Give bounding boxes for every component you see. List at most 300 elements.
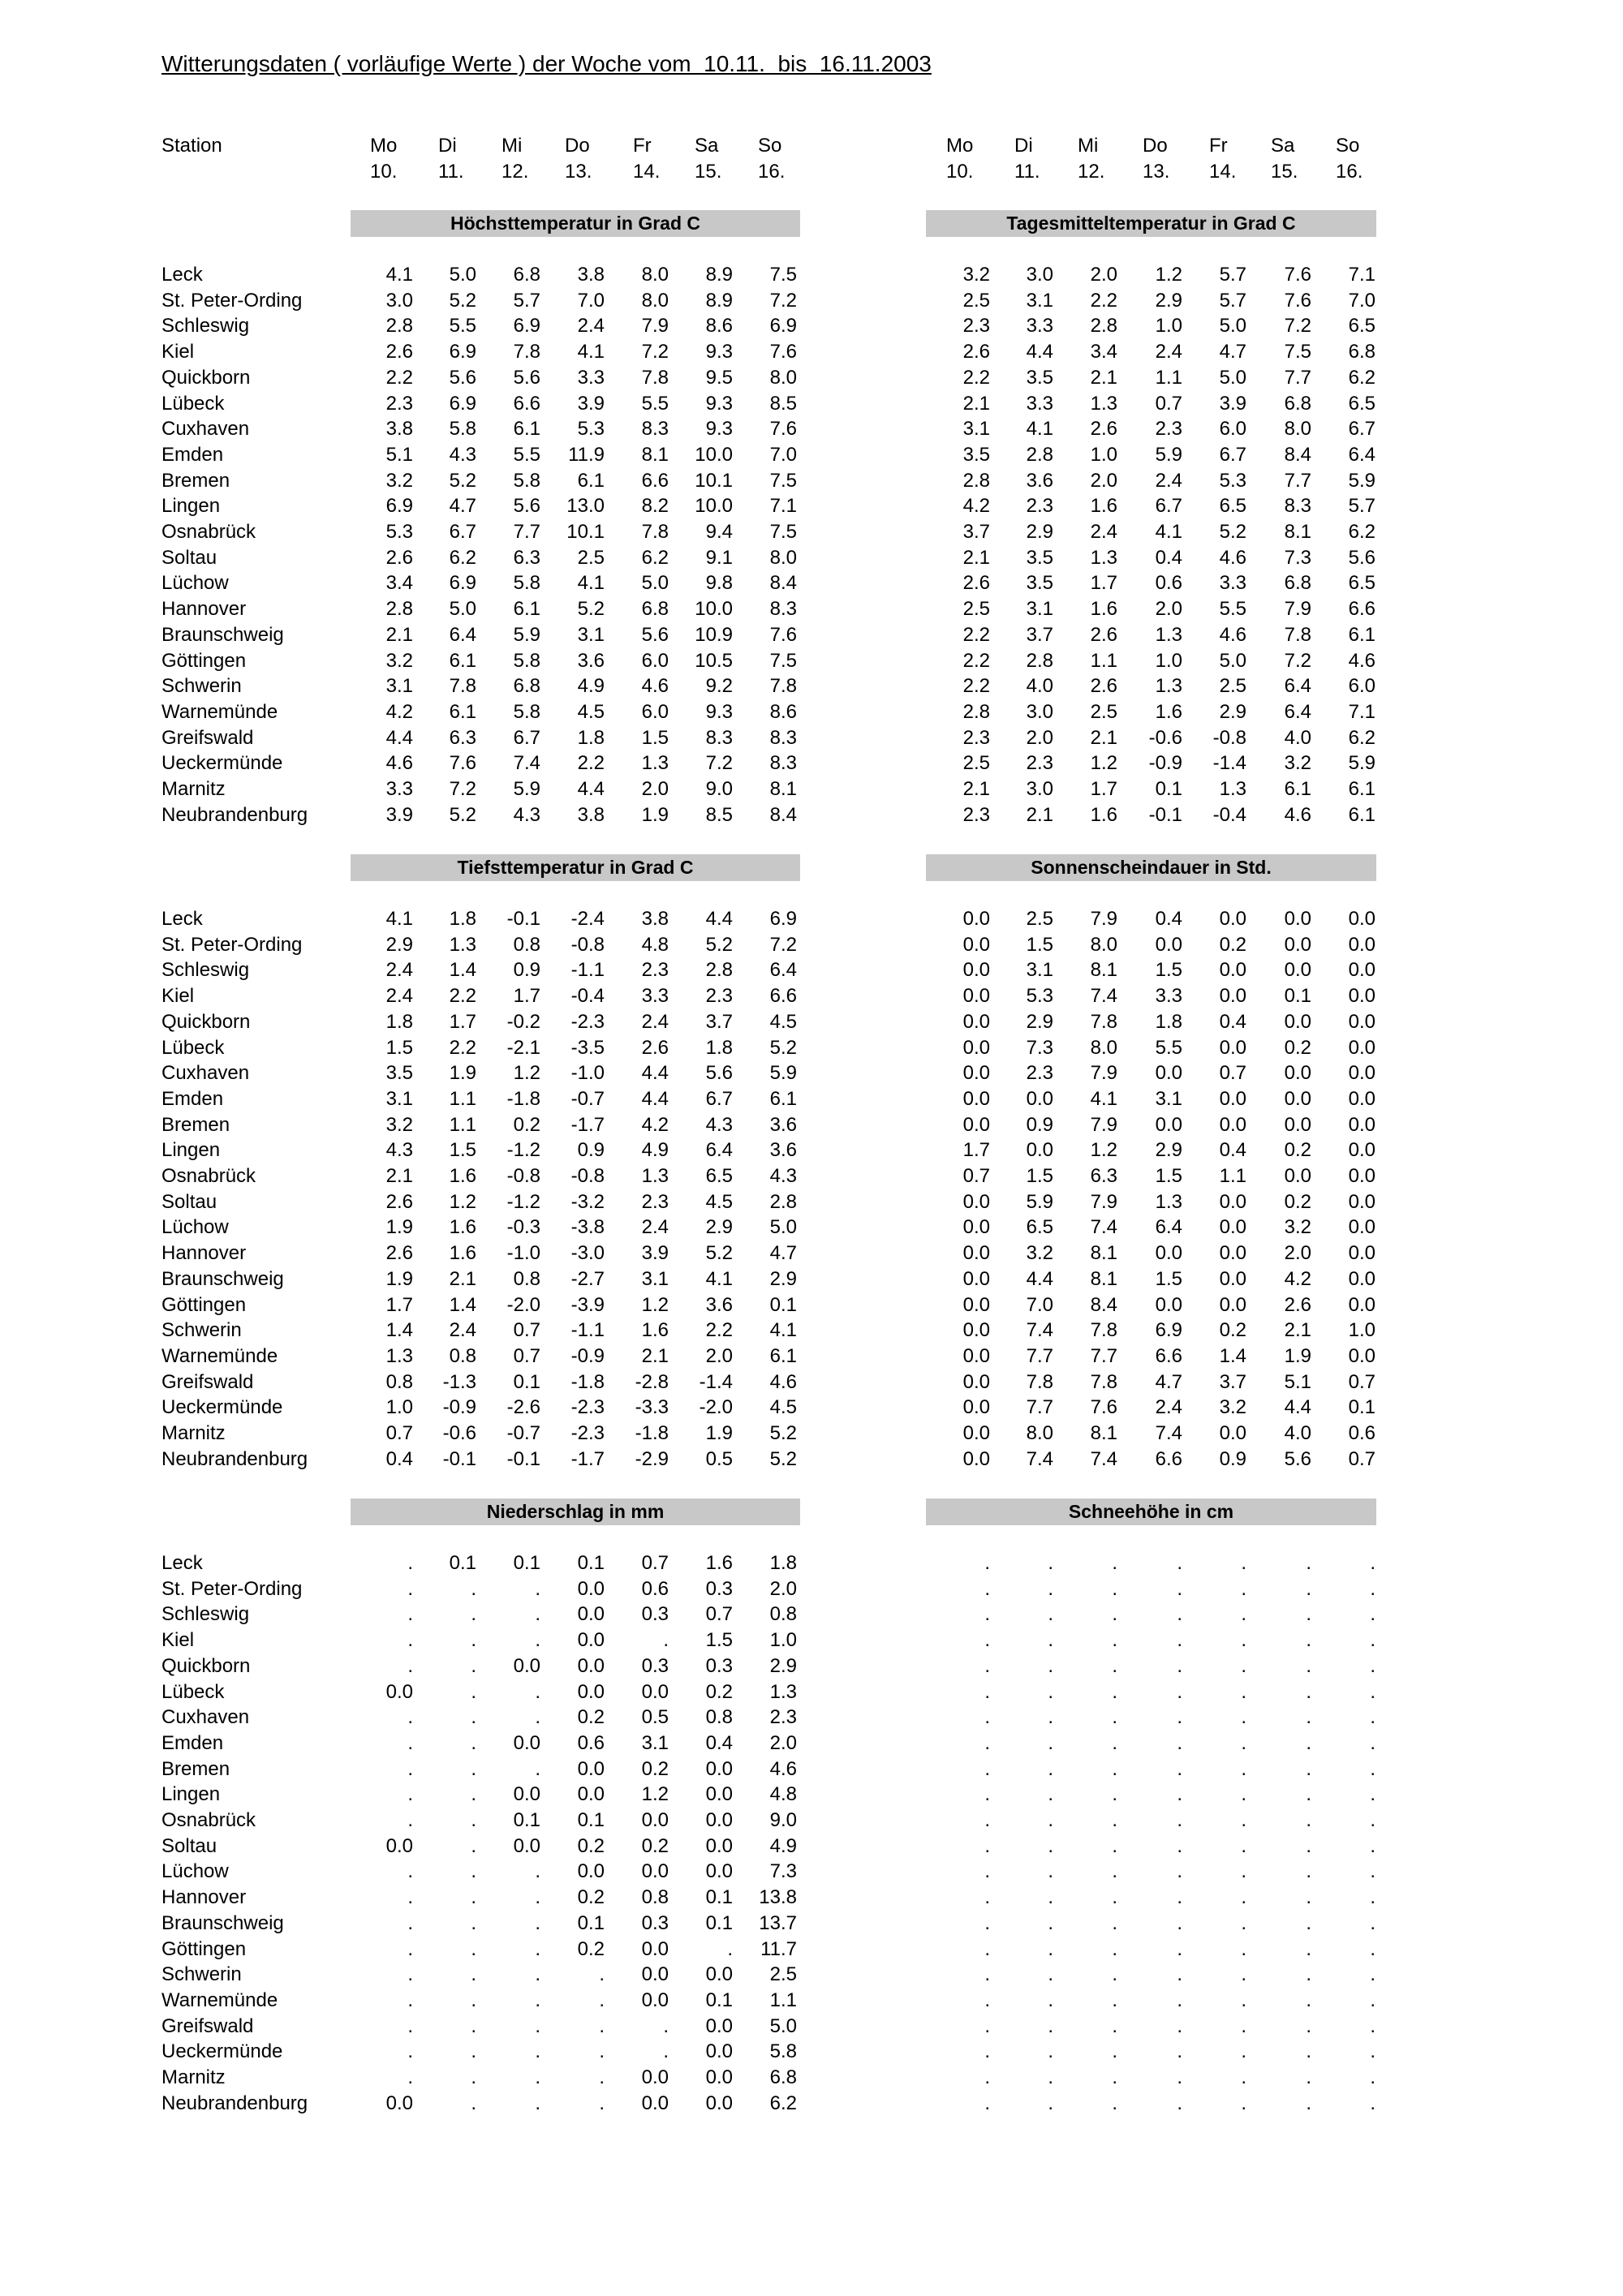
table-cell: 0.2: [577, 1886, 605, 1909]
station-name: Braunschweig: [161, 623, 284, 646]
table-cell: -2.6: [506, 1396, 540, 1419]
table-cell: .: [1048, 2014, 1053, 2037]
table-cell: 2.2: [962, 649, 990, 672]
table-cell: .: [407, 1757, 413, 1780]
table-cell: 7.8: [641, 521, 669, 543]
table-cell: 7.8: [449, 675, 476, 698]
table-cell: 1.2: [1090, 1139, 1117, 1162]
table-cell: .: [1048, 1963, 1053, 1986]
table-cell: .: [407, 1937, 413, 1960]
table-cell: .: [1306, 1937, 1311, 1960]
table-cell: .: [1112, 1937, 1117, 1960]
table-cell: 6.1: [449, 700, 476, 723]
table-cell: 2.4: [1155, 469, 1182, 492]
table-cell: .: [1370, 1783, 1375, 1806]
table-cell: 4.3: [385, 1139, 413, 1162]
table-cell: 6.4: [1155, 1216, 1182, 1239]
table-cell: 2.2: [962, 623, 990, 646]
table-cell: 1.6: [1090, 803, 1117, 826]
table-cell: 6.0: [641, 700, 669, 723]
table-cell: .: [407, 2066, 413, 2088]
table-cell: 1.3: [1155, 675, 1182, 698]
table-cell: 1.6: [705, 1552, 733, 1574]
table-cell: -0.1: [1148, 803, 1182, 826]
station-name: Lübeck: [161, 1680, 225, 1703]
table-cell: 2.1: [385, 623, 413, 646]
table-cell: 3.2: [1026, 1242, 1053, 1265]
table-cell: 2.9: [1155, 289, 1182, 312]
day-name-header: So: [758, 135, 782, 157]
table-cell: 1.5: [705, 1629, 733, 1652]
table-cell: 5.7: [1219, 264, 1246, 286]
table-cell: 2.1: [962, 778, 990, 800]
table-cell: .: [1306, 1654, 1311, 1677]
table-cell: 2.5: [962, 598, 990, 621]
table-cell: 0.0: [1284, 1062, 1311, 1085]
table-cell: 6.3: [1090, 1165, 1117, 1187]
table-cell: 2.5: [769, 1963, 797, 1986]
table-cell: 8.3: [705, 726, 733, 749]
table-cell: 5.9: [513, 623, 540, 646]
table-cell: 1.9: [385, 1267, 413, 1290]
station-name: Kiel: [161, 985, 195, 1008]
table-cell: .: [1048, 1654, 1053, 1677]
table-cell: 13.0: [566, 495, 605, 518]
table-cell: 7.2: [641, 341, 669, 363]
table-cell: 0.0: [705, 1809, 733, 1831]
station-name: Ueckermünde: [161, 2040, 283, 2063]
table-cell: 0.0: [577, 1629, 605, 1652]
table-cell: -0.1: [506, 908, 540, 930]
table-cell: 7.4: [1090, 1447, 1117, 1470]
station-name: Schleswig: [161, 1603, 250, 1626]
table-cell: .: [984, 1629, 990, 1652]
table-cell: .: [984, 1783, 990, 1806]
table-cell: 7.3: [1284, 546, 1311, 569]
station-name: Leck: [161, 1552, 203, 1574]
table-cell: 8.1: [769, 778, 797, 800]
table-cell: 0.2: [513, 1113, 540, 1136]
table-cell: .: [599, 2066, 605, 2088]
table-cell: .: [1306, 1783, 1311, 1806]
table-cell: 8.5: [769, 392, 797, 415]
day-name-header: Sa: [1271, 135, 1295, 157]
table-cell: 5.2: [705, 933, 733, 956]
table-cell: .: [1048, 2040, 1053, 2063]
table-cell: 5.1: [385, 443, 413, 466]
table-cell: 7.4: [1155, 1422, 1182, 1444]
table-cell: 0.1: [705, 1911, 733, 1934]
table-cell: 1.1: [449, 1087, 476, 1110]
table-cell: 2.8: [705, 959, 733, 982]
table-cell: 2.9: [769, 1654, 797, 1677]
table-cell: 7.7: [1026, 1344, 1053, 1367]
table-cell: .: [1048, 1989, 1053, 2011]
day-name-header: Fr: [1209, 135, 1228, 157]
table-cell: 1.3: [641, 1165, 669, 1187]
table-cell: 1.1: [769, 1989, 797, 2011]
table-cell: .: [984, 1834, 990, 1857]
station-name: Warnemünde: [161, 1989, 278, 2011]
table-cell: .: [1241, 1911, 1246, 1934]
table-cell: 5.2: [449, 289, 476, 312]
table-cell: 3.9: [385, 803, 413, 826]
table-cell: 1.5: [1155, 1165, 1182, 1187]
table-cell: -0.7: [570, 1087, 605, 1110]
table-cell: 0.2: [577, 1834, 605, 1857]
table-cell: 0.0: [705, 2014, 733, 2037]
table-cell: 6.6: [641, 469, 669, 492]
table-cell: 2.2: [962, 366, 990, 389]
station-name: Lübeck: [161, 392, 225, 415]
table-cell: -2.0: [506, 1293, 540, 1316]
table-cell: 1.0: [1155, 315, 1182, 338]
table-cell: 0.0: [1026, 1139, 1053, 1162]
table-cell: .: [1241, 1706, 1246, 1729]
day-date-header: 16.: [758, 161, 786, 183]
table-cell: .: [1241, 2040, 1246, 2063]
table-cell: 6.2: [449, 546, 476, 569]
station-name: Neubrandenburg: [161, 2092, 308, 2114]
table-cell: 0.0: [1348, 959, 1375, 982]
table-cell: .: [1177, 1577, 1182, 1600]
day-name-header: Do: [1143, 135, 1168, 157]
table-cell: 3.1: [641, 1731, 669, 1754]
table-cell: 2.0: [1090, 264, 1117, 286]
table-cell: .: [1177, 2040, 1182, 2063]
table-cell: .: [984, 1989, 990, 2011]
table-cell: 5.2: [769, 1036, 797, 1059]
table-cell: 1.6: [1155, 700, 1182, 723]
table-cell: 7.5: [769, 649, 797, 672]
table-cell: -1.0: [506, 1242, 540, 1265]
table-cell: .: [535, 1603, 540, 1626]
table-cell: 7.5: [769, 469, 797, 492]
table-cell: 7.5: [1284, 341, 1311, 363]
table-cell: .: [1177, 2066, 1182, 2088]
table-cell: 0.0: [1155, 1293, 1182, 1316]
table-cell: 2.6: [1090, 623, 1117, 646]
station-name: Warnemünde: [161, 700, 278, 723]
table-cell: .: [407, 1886, 413, 1909]
table-cell: 4.4: [385, 726, 413, 749]
station-name: Marnitz: [161, 778, 226, 800]
table-cell: 4.9: [641, 1139, 669, 1162]
table-cell: .: [1306, 1731, 1311, 1754]
section-title-bar: Schneehöhe in cm: [926, 1498, 1376, 1525]
table-cell: 1.7: [962, 1139, 990, 1162]
table-cell: 5.8: [449, 418, 476, 441]
table-cell: .: [1306, 2014, 1311, 2037]
table-cell: 5.6: [641, 623, 669, 646]
table-cell: .: [1177, 1834, 1182, 1857]
table-cell: .: [471, 1989, 476, 2011]
station-name: Schleswig: [161, 315, 250, 338]
station-name: Braunschweig: [161, 1267, 284, 1290]
table-cell: .: [1112, 1783, 1117, 1806]
table-cell: 1.1: [1155, 366, 1182, 389]
table-cell: 0.2: [577, 1937, 605, 1960]
table-cell: 0.9: [1219, 1447, 1246, 1470]
table-cell: 5.9: [1155, 443, 1182, 466]
table-cell: 0.0: [962, 1267, 990, 1290]
station-name: Lingen: [161, 1139, 221, 1162]
station-name: Schleswig: [161, 959, 250, 982]
table-cell: .: [1241, 1757, 1246, 1780]
table-cell: -2.3: [570, 1010, 605, 1033]
table-cell: 1.5: [1155, 1267, 1182, 1290]
table-cell: .: [1177, 2092, 1182, 2114]
table-cell: 0.2: [1219, 933, 1246, 956]
table-cell: 4.0: [1284, 726, 1311, 749]
table-cell: 0.3: [641, 1603, 669, 1626]
table-cell: 0.0: [1348, 1242, 1375, 1265]
table-cell: 2.2: [577, 752, 605, 775]
table-cell: 7.0: [577, 289, 605, 312]
table-cell: 0.0: [1219, 1216, 1246, 1239]
table-cell: 4.4: [1026, 1267, 1053, 1290]
table-cell: 0.0: [1155, 1113, 1182, 1136]
table-cell: 8.4: [769, 572, 797, 595]
table-cell: 2.0: [1090, 469, 1117, 492]
table-cell: 2.1: [962, 546, 990, 569]
table-cell: 1.6: [1090, 598, 1117, 621]
table-cell: 6.6: [1155, 1344, 1182, 1367]
table-cell: 6.6: [1155, 1447, 1182, 1470]
station-name: Hannover: [161, 1886, 247, 1909]
table-cell: 3.1: [1026, 598, 1053, 621]
table-cell: 1.7: [1090, 572, 1117, 595]
table-cell: 0.0: [1348, 1113, 1375, 1136]
table-cell: 8.1: [1284, 521, 1311, 543]
table-cell: .: [535, 1886, 540, 1909]
table-cell: 6.8: [1284, 572, 1311, 595]
table-cell: 4.4: [641, 1087, 669, 1110]
table-cell: .: [1112, 1886, 1117, 1909]
table-cell: 0.0: [962, 1396, 990, 1419]
table-cell: .: [1370, 1731, 1375, 1754]
table-cell: 3.8: [577, 264, 605, 286]
table-cell: 2.3: [1026, 495, 1053, 518]
day-name-header: Do: [565, 135, 590, 157]
table-cell: 5.0: [1219, 315, 1246, 338]
table-cell: 8.3: [641, 418, 669, 441]
section-title-bar: Sonnenscheindauer in Std.: [926, 854, 1376, 881]
table-cell: .: [1370, 2092, 1375, 2114]
table-cell: 7.8: [641, 366, 669, 389]
table-cell: .: [1306, 1706, 1311, 1729]
table-cell: 0.0: [1284, 1113, 1311, 1136]
table-cell: 5.8: [513, 700, 540, 723]
table-cell: 1.6: [449, 1242, 476, 1265]
table-cell: 0.4: [1219, 1139, 1246, 1162]
table-cell: 7.7: [1090, 1344, 1117, 1367]
table-cell: 5.3: [577, 418, 605, 441]
table-cell: 2.3: [1155, 418, 1182, 441]
table-cell: 2.4: [449, 1319, 476, 1342]
table-cell: 8.3: [769, 598, 797, 621]
table-cell: 6.6: [1348, 598, 1375, 621]
table-cell: 5.9: [1348, 752, 1375, 775]
table-cell: 4.5: [705, 1190, 733, 1213]
table-cell: 13.8: [759, 1886, 797, 1909]
table-cell: 4.1: [1155, 521, 1182, 543]
table-cell: .: [1112, 1757, 1117, 1780]
table-cell: 5.0: [1219, 366, 1246, 389]
table-cell: -0.7: [506, 1422, 540, 1444]
table-cell: 7.6: [769, 418, 797, 441]
table-cell: 1.3: [1219, 778, 1246, 800]
table-cell: 2.0: [1155, 598, 1182, 621]
table-cell: 8.1: [1090, 1422, 1117, 1444]
station-name: Cuxhaven: [161, 1706, 250, 1729]
table-cell: 2.8: [1026, 649, 1053, 672]
day-name-header: Di: [438, 135, 457, 157]
station-name: Leck: [161, 908, 203, 930]
table-cell: 9.3: [705, 700, 733, 723]
table-cell: 1.9: [1284, 1344, 1311, 1367]
table-cell: 2.2: [962, 675, 990, 698]
table-cell: 7.4: [1090, 1216, 1117, 1239]
table-cell: 5.8: [513, 572, 540, 595]
table-cell: 0.0: [705, 2066, 733, 2088]
table-cell: 5.2: [449, 469, 476, 492]
day-date-header: 15.: [1271, 161, 1298, 183]
table-cell: 3.1: [1026, 959, 1053, 982]
table-cell: .: [1241, 2066, 1246, 2088]
table-cell: .: [471, 1809, 476, 1831]
table-cell: -0.8: [570, 933, 605, 956]
table-cell: 2.6: [1090, 418, 1117, 441]
table-cell: 7.9: [1090, 908, 1117, 930]
table-cell: 0.0: [962, 908, 990, 930]
table-cell: .: [407, 1809, 413, 1831]
table-cell: .: [471, 1603, 476, 1626]
table-cell: 8.0: [1284, 418, 1311, 441]
table-cell: 0.0: [577, 1603, 605, 1626]
table-cell: 5.8: [769, 2040, 797, 2063]
station-name: Emden: [161, 1731, 224, 1754]
table-cell: 4.1: [577, 572, 605, 595]
table-cell: 0.1: [769, 1293, 797, 1316]
table-cell: 10.9: [695, 623, 733, 646]
table-cell: 0.0: [962, 1216, 990, 1239]
station-name: Schwerin: [161, 675, 242, 698]
table-cell: 4.6: [769, 1370, 797, 1393]
table-cell: 4.5: [769, 1396, 797, 1419]
table-cell: 5.2: [769, 1422, 797, 1444]
table-cell: 5.5: [513, 443, 540, 466]
table-cell: 0.4: [1155, 908, 1182, 930]
table-cell: 7.4: [513, 752, 540, 775]
table-cell: 8.0: [1090, 933, 1117, 956]
table-cell: 6.5: [705, 1165, 733, 1187]
table-cell: 0.2: [577, 1706, 605, 1729]
table-cell: .: [1177, 1757, 1182, 1780]
table-cell: 1.5: [1155, 959, 1182, 982]
table-cell: .: [1177, 1989, 1182, 2011]
station-name: Osnabrück: [161, 1165, 256, 1187]
table-cell: 2.0: [705, 1344, 733, 1367]
station-name: Warnemünde: [161, 1344, 278, 1367]
table-cell: 5.6: [513, 366, 540, 389]
table-cell: 0.0: [385, 1680, 413, 1703]
table-cell: 6.4: [449, 623, 476, 646]
table-cell: .: [1241, 1629, 1246, 1652]
table-cell: 0.0: [962, 1242, 990, 1265]
table-cell: 6.4: [1348, 443, 1375, 466]
table-cell: 5.2: [769, 1447, 797, 1470]
table-cell: 7.9: [1090, 1062, 1117, 1085]
table-cell: .: [1306, 1680, 1311, 1703]
table-cell: .: [471, 1629, 476, 1652]
table-cell: 3.2: [1219, 1396, 1246, 1419]
table-cell: .: [1370, 1757, 1375, 1780]
table-cell: 0.0: [705, 1834, 733, 1857]
table-cell: 0.3: [641, 1911, 669, 1934]
table-cell: 3.2: [385, 1113, 413, 1136]
table-cell: 8.0: [1090, 1036, 1117, 1059]
table-cell: .: [471, 1783, 476, 1806]
table-cell: 2.5: [962, 289, 990, 312]
table-cell: 6.1: [449, 649, 476, 672]
table-cell: 1.4: [385, 1319, 413, 1342]
table-cell: .: [984, 1577, 990, 1600]
table-cell: 3.3: [1155, 985, 1182, 1008]
table-cell: 2.5: [1026, 908, 1053, 930]
table-cell: 0.0: [962, 1319, 990, 1342]
table-cell: 7.7: [1026, 1396, 1053, 1419]
table-cell: 5.3: [1026, 985, 1053, 1008]
table-cell: .: [407, 1603, 413, 1626]
table-cell: 7.2: [1284, 315, 1311, 338]
day-name-header: Sa: [695, 135, 719, 157]
table-cell: 0.9: [577, 1139, 605, 1162]
table-cell: 4.1: [769, 1319, 797, 1342]
table-cell: 2.1: [1090, 366, 1117, 389]
table-cell: 4.7: [769, 1242, 797, 1265]
table-cell: 7.7: [1284, 366, 1311, 389]
table-cell: 2.6: [1090, 675, 1117, 698]
table-cell: 0.0: [577, 1860, 605, 1883]
table-cell: 1.8: [385, 1010, 413, 1033]
table-cell: 4.6: [769, 1757, 797, 1780]
table-cell: .: [1241, 2092, 1246, 2114]
table-cell: 6.8: [513, 264, 540, 286]
table-cell: 6.4: [1284, 675, 1311, 698]
station-name: Lübeck: [161, 1036, 225, 1059]
table-cell: 8.6: [769, 700, 797, 723]
table-cell: 4.6: [641, 675, 669, 698]
table-cell: 4.0: [1026, 675, 1053, 698]
table-cell: 3.5: [1026, 572, 1053, 595]
table-cell: 8.1: [1090, 1242, 1117, 1265]
table-cell: 6.1: [577, 469, 605, 492]
table-cell: 1.3: [1090, 392, 1117, 415]
table-cell: -2.7: [570, 1267, 605, 1290]
table-cell: -3.2: [570, 1190, 605, 1213]
table-cell: 5.7: [1348, 495, 1375, 518]
table-cell: 7.9: [1090, 1113, 1117, 1136]
table-cell: 2.8: [962, 469, 990, 492]
station-column-header: Station: [161, 135, 222, 157]
table-cell: 2.9: [705, 1216, 733, 1239]
table-cell: .: [1112, 1577, 1117, 1600]
table-cell: 0.0: [962, 1370, 990, 1393]
table-cell: .: [1370, 1809, 1375, 1831]
table-cell: 0.0: [962, 1062, 990, 1085]
table-cell: 5.6: [513, 495, 540, 518]
